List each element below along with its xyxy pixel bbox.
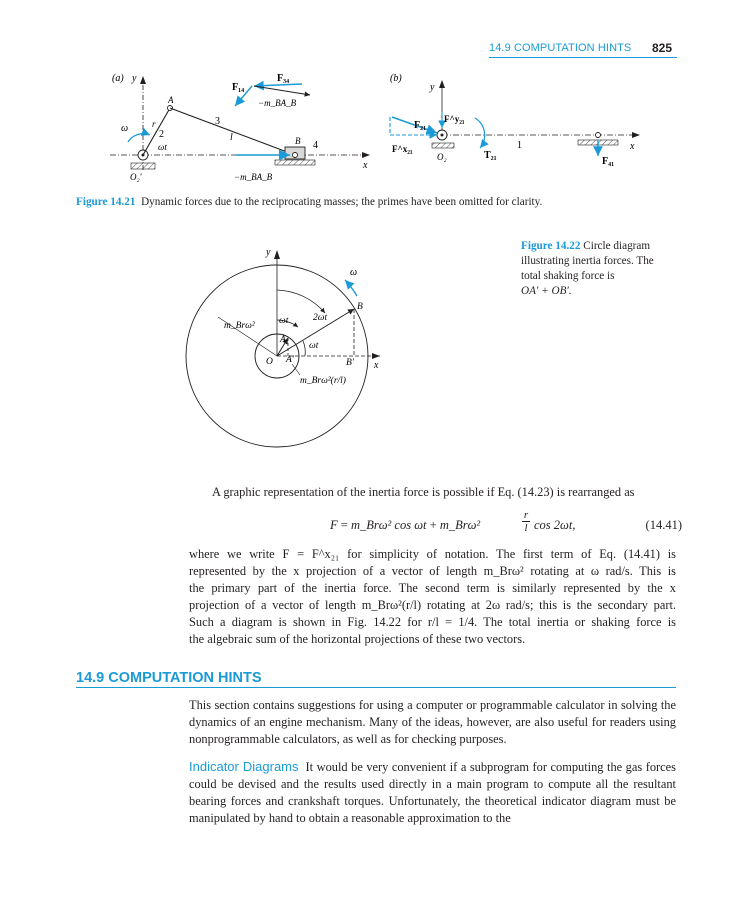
arc-2-omega-t — [277, 290, 325, 313]
fig-a-omegat-label: ωt — [158, 142, 167, 152]
indicator-runin-heading: Indicator Diagrams — [189, 759, 299, 774]
circle-secondary-label: m_Brω²(r/l) — [300, 376, 346, 386]
eq-fraction-den: l — [524, 522, 528, 534]
arc-omega-t-small — [303, 341, 305, 356]
fig-b-ground-o2 — [432, 143, 454, 148]
paragraph-intro: A graphic representation of the inertia force is possible if Eq. (14.23) is rearranged as — [212, 485, 635, 499]
running-header-title: 14.9 COMPUTATION HINTS — [489, 42, 632, 54]
fig-b-F21x-label: F^x₂₁ — [392, 144, 413, 154]
circle-Bprime-label: B' — [346, 358, 354, 368]
figure-14-22-caption-line4: OA′ + OB′. — [521, 285, 572, 297]
fig-a-ground-slider — [275, 160, 315, 165]
fig-a-l-label: l — [230, 132, 233, 143]
fig-a-r-label: r — [152, 119, 156, 129]
fig-a-link4-label: 4 — [313, 140, 318, 151]
eq-plus: + — [429, 518, 437, 532]
fig-a-link3-label: 3 — [215, 116, 220, 127]
fig-b-t21-arc — [475, 118, 485, 148]
fig-a-y-label: y — [132, 73, 137, 84]
fig-a-omega-label: ω — [121, 123, 129, 134]
fig-a-B-label: B — [295, 136, 301, 146]
fig-b-link1-label: 1 — [517, 140, 522, 151]
fig-a-mbab-top-label: −m_BA_B — [258, 98, 297, 108]
fig-a-F14-label: F₁₄ — [232, 82, 245, 93]
fig-a-x-arrowhead — [362, 152, 370, 158]
fig-b-y-label: y — [430, 82, 435, 93]
circle-wt-top-label: ωt — [279, 316, 289, 326]
eq-fraction — [522, 509, 530, 534]
section-heading: 14.9 COMPUTATION HINTS — [76, 670, 262, 686]
header-rule — [489, 57, 677, 58]
fig-a-link2-label: 2 — [159, 129, 164, 140]
eq-term2-cos: cos 2ωt, — [534, 518, 576, 532]
fig-a-omega-arc — [128, 134, 150, 142]
circle-omega-label: ω — [350, 267, 358, 278]
circle-wt-small-label: ωt — [309, 341, 319, 351]
circle-A-label: A — [280, 335, 286, 345]
indicator-paragraph — [189, 758, 676, 827]
fig-b-F21-label: F₂₁ — [414, 120, 427, 131]
fig-b-F21y-label: F^y₂₁ — [444, 114, 465, 124]
fig-a-A-label: A — [168, 95, 174, 105]
fig-b-F41-label: F₄₁ — [602, 156, 615, 167]
fig-a-x-label: x — [363, 160, 368, 171]
fig-a-mbab-top-arrow — [254, 86, 310, 95]
paragraph-main — [189, 546, 676, 648]
figure-14-21-caption-text: Dynamic forces due to the reciprocating masses; the primes have been omitted for clarity. — [141, 196, 543, 208]
fig-b-x-label: x — [630, 141, 635, 152]
paragraph-main-line4: projection of a vector of length m_Brω²(r/l) rotating at 2ω rad/s; this is the secondary part. — [189, 598, 676, 612]
circle-O-label: O — [266, 357, 273, 367]
paragraph-main-line1: where we write F = F^x₂₁ for simplicity of notation. The first term of Eq. (14.41) is — [189, 547, 676, 561]
circle-B-label: B — [357, 302, 363, 312]
eq-term1: m_Brω² cos ωt — [350, 518, 427, 532]
circle-y-label: y — [266, 247, 271, 258]
omega-rotation-arrow — [345, 280, 357, 296]
fig-a-o2prime-label: O₂' — [130, 172, 142, 182]
figure-14-21-caption — [76, 195, 696, 209]
eq-number: (14.41) — [645, 518, 682, 532]
fig-a-mbab-bottom-label: −m_BA_B — [234, 172, 273, 182]
circle-mbrw2-label: m_Brω² — [224, 321, 255, 331]
page-number: 825 — [652, 41, 673, 55]
figure-14-22-caption-line2: illustrating inertia forces. The — [521, 255, 654, 267]
fig-a-label: (a) — [112, 73, 124, 84]
eq-fraction-num: r — [523, 509, 529, 521]
figure-14-22-drawing — [170, 238, 390, 464]
equation-14-41 — [330, 509, 682, 543]
section-paragraph: This section contains suggestions for using a computer or programmable calculator in solving the dynamics of an engine mechanism. Many of the ideas, however, are also useful for readers using nonprogrammable calculators, as well as for checking purposes. — [189, 698, 676, 746]
figure-14-22-caption-line1: Circle diagram — [583, 240, 651, 252]
paragraph-main-line6: the algebraic sum of the horizontal projections of these two vectors. — [189, 632, 526, 646]
eq-term2-coef: m_Brω² — [439, 518, 481, 532]
figure-14-22-label: Figure 14.22 — [521, 240, 581, 252]
paragraph-main-line5: Such a diagram is shown in Fig. 14.22 for r/l = 1/4. The total inertia or shaking force is — [189, 615, 676, 629]
circle-2wt-label: 2ωt — [313, 313, 328, 323]
fig-a-ground-o2 — [131, 163, 155, 169]
fig-a-y-arrowhead — [140, 76, 146, 84]
circle-Aprime-label: A' — [286, 355, 294, 365]
secondary-pointer — [292, 364, 300, 375]
circle-x-label: x — [374, 360, 379, 371]
fig-a-F34-label: F₃₄ — [277, 73, 290, 84]
fig-a-f34-arrow — [254, 84, 302, 86]
paragraph-main-line2: represented by the x projection of a vector of length m_Brω² rotating at ω rad/s. This is — [189, 564, 676, 578]
fig-b-label: (b) — [390, 73, 402, 84]
figure-14-21-label: Figure 14.21 — [76, 196, 136, 208]
indicator-text: It would be very convenient if a subprogram for computing the gas forces could be devised and the results used directly in a main program to compute all the resultant bearing forces and crankshaft torques. Unfortunately, the theoretical indicator diagram must be manipulated by hand to obtain a reasonable approximation to the — [189, 760, 676, 825]
fig-b-o2-label: O₂ — [437, 152, 447, 162]
eq-equals: = — [340, 518, 348, 532]
figure-14-21-drawing — [0, 60, 737, 190]
fig-b-T21-label: T₂₁ — [484, 150, 497, 161]
paragraph-main-line3: the primary part of the inertia force. The second term is similarly represented by the x — [189, 581, 676, 595]
eq-lhs: F — [330, 518, 338, 532]
section-rule — [76, 687, 676, 688]
figure-14-22-caption — [521, 239, 681, 299]
figure-14-22-caption-line3: total shaking force is — [521, 270, 615, 282]
